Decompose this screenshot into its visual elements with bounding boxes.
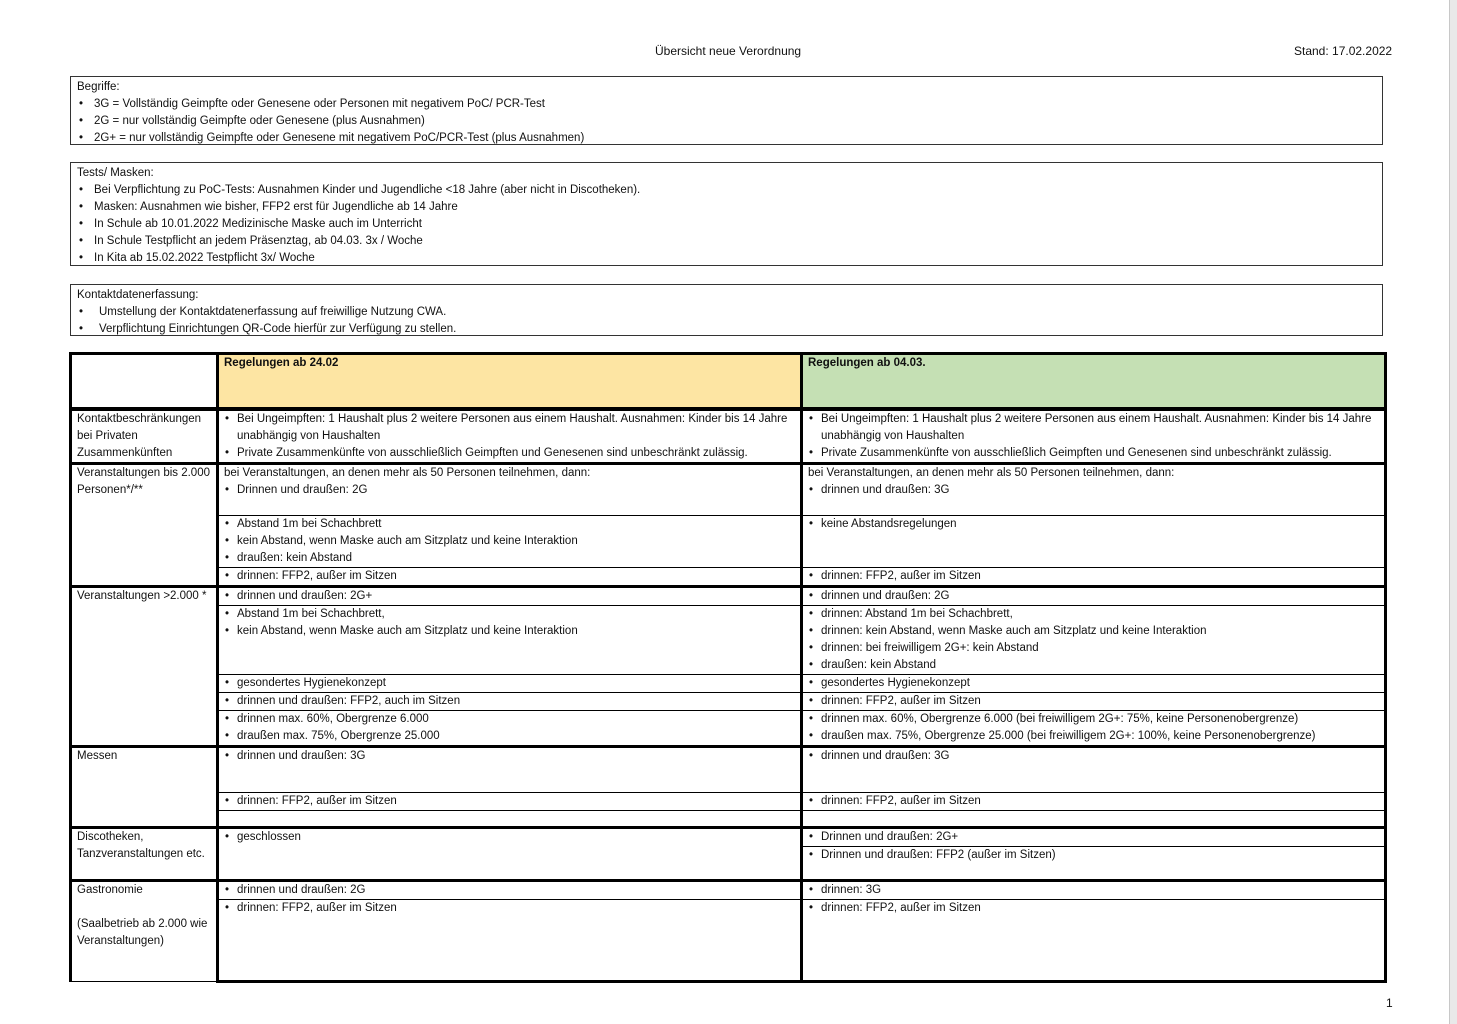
table-row <box>71 693 1386 711</box>
list-item: • draußen: kein Abstand <box>808 657 1379 674</box>
stand-date: Stand: 17.02.2022 <box>1294 44 1393 58</box>
list-item: • Private Zusammenkünfte von ausschließlich Geimpften und Genesenen sind unbeschränkt zulässig. <box>224 445 795 462</box>
rules-table <box>69 352 1387 983</box>
row-label-note: (Saalbetrieb ab 2.000 wie Veranstaltungen) <box>77 918 208 947</box>
cell-04-03 <box>802 516 1386 568</box>
list-item: • 2G = nur vollständig Geimpfte oder Genesene (plus Ausnahmen) <box>77 113 1376 130</box>
tests-box <box>70 162 1383 266</box>
cell-intro: bei Veranstaltungen, an denen mehr als 50 Personen teilnehmen, dann: <box>224 467 591 479</box>
cell-24-02 <box>218 711 802 747</box>
table-row <box>71 464 1386 516</box>
list-item: • drinnen und draußen: 2G <box>808 588 1379 605</box>
list-item: • Private Zusammenkünfte von ausschließlich Geimpften und Genesenen sind unbeschränkt zulässig. <box>808 445 1379 462</box>
list-item: • drinnen: FFP2, außer im Sitzen <box>808 568 1379 585</box>
list-item: • drinnen: FFP2, außer im Sitzen <box>224 793 795 810</box>
row-label: Discotheken, Tanzveranstaltungen etc. <box>71 828 218 881</box>
row-label: Messen <box>71 747 218 828</box>
list-item: • Bei Ungeimpften: 1 Haushalt plus 2 weitere Personen aus einem Haushalt. Ausnahmen: Kinder bis 14 Jahre unabhängig von Haushalten <box>224 411 795 445</box>
list-item: • draußen: kein Abstand <box>224 550 795 567</box>
list-item: • drinnen und draußen: 3G <box>224 748 795 765</box>
empty-cell <box>218 811 802 828</box>
table-row <box>71 881 1386 900</box>
cell-intro: bei Veranstaltungen, an denen mehr als 50 Personen teilnehmen, dann: <box>808 467 1175 479</box>
list-item: • Abstand 1m bei Schachbrett, <box>224 606 795 623</box>
kontakt-box <box>70 284 1383 336</box>
list-item: • gesondertes Hygienekonzept <box>224 675 795 692</box>
list-item: • geschlossen <box>224 829 795 846</box>
cell-04-03 <box>802 464 1386 516</box>
empty-cell <box>802 811 1386 828</box>
cell-24-02 <box>218 747 802 793</box>
list-item: • Drinnen und draußen: 2G+ <box>808 829 1379 846</box>
list-item: • gesondertes Hygienekonzept <box>808 675 1379 692</box>
table-header-row <box>71 354 1386 408</box>
list-item: • kein Abstand, wenn Maske auch am Sitzplatz und keine Interaktion <box>224 623 795 640</box>
header-regelungen-24-02: Regelungen ab 24.02 <box>218 354 802 408</box>
table-row <box>71 410 1386 464</box>
cell-24-02 <box>218 675 802 693</box>
kontakt-title: Kontaktdatenerfassung: <box>77 289 199 301</box>
list-item: • drinnen: FFP2, außer im Sitzen <box>808 793 1379 810</box>
cell-24-02 <box>218 881 802 900</box>
list-item: • 2G+ = nur vollständig Geimpfte oder Genesene mit negativem PoC/PCR-Test (plus Ausnahmen) <box>77 130 1376 147</box>
list-item: • drinnen: FFP2, außer im Sitzen <box>224 568 795 585</box>
list-item: • draußen max. 75%, Obergrenze 25.000 <box>224 728 795 745</box>
cell-04-03 <box>802 711 1386 747</box>
list-item: • Verpflichtung Einrichtungen QR-Code hierfür zur Verfügung zu stellen. <box>77 321 1376 338</box>
tests-title: Tests/ Masken: <box>77 167 154 179</box>
list-item: • drinnen: FFP2, außer im Sitzen <box>224 900 795 917</box>
table-row <box>71 711 1386 747</box>
cell-24-02 <box>218 516 802 568</box>
header-empty-cell <box>71 354 218 408</box>
cell-24-02 <box>218 900 802 982</box>
list-item: • In Schule ab 10.01.2022 Medizinische Maske auch im Unterricht <box>77 216 1376 233</box>
cell-24-02 <box>218 693 802 711</box>
row-label: Veranstaltungen bis 2.000 Personen*/** <box>71 464 218 587</box>
cell-24-02 <box>218 793 802 811</box>
cell-04-03 <box>802 847 1386 881</box>
table-row <box>71 900 1386 982</box>
cell-04-03 <box>802 675 1386 693</box>
list-item: • drinnen und draußen: 3G <box>808 748 1379 765</box>
cell-24-02 <box>218 464 802 516</box>
list-item: • drinnen: 3G <box>808 882 1379 899</box>
cell-24-02 <box>218 606 802 675</box>
begriffe-title: Begriffe: <box>77 81 120 93</box>
list-item: • Bei Ungeimpften: 1 Haushalt plus 2 weitere Personen aus einem Haushalt. Ausnahmen: Kinder bis 14 Jahre unabhängig von Haushalten <box>808 411 1379 445</box>
cell-24-02 <box>218 587 802 606</box>
list-item: • drinnen max. 60%, Obergrenze 6.000 (bei freiwilligem 2G+: 75%, keine Personenobergrenze) <box>808 711 1379 728</box>
begriffe-box <box>70 76 1383 145</box>
table-row <box>71 587 1386 606</box>
list-item: • Drinnen und draußen: 2G <box>224 482 795 499</box>
row-label: Gastronomie <box>77 884 143 896</box>
list-item: • drinnen und draußen: 2G <box>224 882 795 899</box>
cell-04-03 <box>802 410 1386 464</box>
table-row <box>71 568 1386 587</box>
page-title: Übersicht neue Verordnung <box>655 44 802 58</box>
list-item: • drinnen: kein Abstand, wenn Maske auch am Sitzplatz und keine Interaktion <box>808 623 1379 640</box>
page-edge <box>1449 0 1457 1024</box>
row-label: Veranstaltungen >2.000 * <box>71 587 218 747</box>
list-item: • drinnen und draußen: FFP2, auch im Sitzen <box>224 693 795 710</box>
list-item: • Umstellung der Kontaktdatenerfassung auf freiwillige Nutzung CWA. <box>77 304 1376 321</box>
table-row <box>71 828 1386 847</box>
cell-04-03 <box>802 568 1386 587</box>
list-item: • Masken: Ausnahmen wie bisher, FFP2 erst für Jugendliche ab 14 Jahre <box>77 199 1376 216</box>
list-item: • In Kita ab 15.02.2022 Testpflicht 3x/ Woche <box>77 250 1376 267</box>
list-item: • draußen max. 75%, Obergrenze 25.000 (bei freiwilligem 2G+: 100%, keine Personenobergrenze) <box>808 728 1379 745</box>
page-number: 1 <box>1386 996 1393 1010</box>
list-item: • drinnen: FFP2, außer im Sitzen <box>808 693 1379 710</box>
list-item: • 3G = Vollständig Geimpfte oder Genesene oder Personen mit negativem PoC/ PCR-Test <box>77 96 1376 113</box>
cell-04-03 <box>802 881 1386 900</box>
cell-24-02 <box>218 568 802 587</box>
list-item: • Bei Verpflichtung zu PoC-Tests: Ausnahmen Kinder und Jugendliche <18 Jahre (aber nicht in Discotheken). <box>77 182 1376 199</box>
row-label-gastronomie <box>71 881 218 982</box>
cell-24-02 <box>218 828 802 881</box>
table-row <box>71 747 1386 793</box>
table-row <box>71 606 1386 675</box>
list-item: • drinnen: bei freiwilligem 2G+: kein Abstand <box>808 640 1379 657</box>
list-item: • Abstand 1m bei Schachbrett <box>224 516 795 533</box>
cell-24-02 <box>218 410 802 464</box>
row-label: Kontaktbeschränkungen bei Privaten Zusammenkünften <box>71 410 218 464</box>
table-row <box>71 516 1386 568</box>
list-item: • drinnen: FFP2, außer im Sitzen <box>808 900 1379 917</box>
list-item: • drinnen: Abstand 1m bei Schachbrett, <box>808 606 1379 623</box>
table-row <box>71 793 1386 811</box>
table-row <box>71 675 1386 693</box>
list-item: • drinnen und draußen: 2G+ <box>224 588 795 605</box>
cell-04-03 <box>802 900 1386 982</box>
cell-04-03 <box>802 747 1386 793</box>
cell-04-03 <box>802 693 1386 711</box>
list-item: • Drinnen und draußen: FFP2 (außer im Sitzen) <box>808 847 1379 864</box>
cell-04-03 <box>802 606 1386 675</box>
list-item: • drinnen und draußen: 3G <box>808 482 1379 499</box>
list-item: • drinnen max. 60%, Obergrenze 6.000 <box>224 711 795 728</box>
list-item: • kein Abstand, wenn Maske auch am Sitzplatz und keine Interaktion <box>224 533 795 550</box>
cell-04-03 <box>802 793 1386 811</box>
cell-04-03 <box>802 828 1386 847</box>
list-item: • In Schule Testpflicht an jedem Präsenztag, ab 04.03. 3x / Woche <box>77 233 1376 250</box>
table-row <box>71 811 1386 828</box>
cell-04-03 <box>802 587 1386 606</box>
header-regelungen-04-03: Regelungen ab 04.03. <box>802 354 1386 408</box>
list-item: • keine Abstandsregelungen <box>808 516 1379 533</box>
